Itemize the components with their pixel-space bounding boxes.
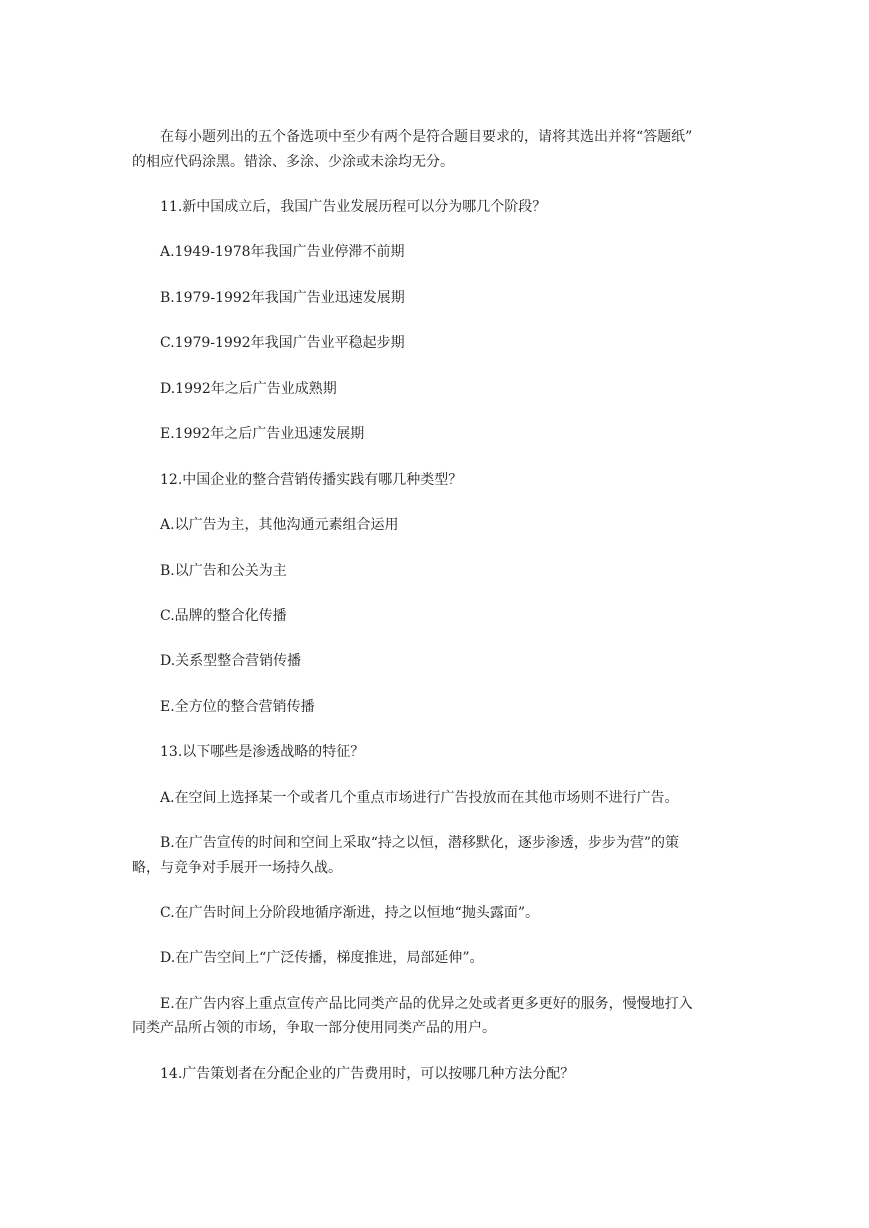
q12-option-d: D.关系型整合营销传播 xyxy=(160,653,302,669)
q11-option-c: C.1979-1992年我国广告业平稳起步期 xyxy=(160,335,405,351)
q12-option-a: A.以广告为主，其他沟通元素组合运用 xyxy=(160,517,399,533)
q13-option-e-line-2: 同类产品所占领的市场，争取一部分使用同类产品的用户。 xyxy=(132,1020,496,1036)
question-11: 11.新中国成立后，我国广告业发展历程可以分为哪几个阶段？ xyxy=(160,199,547,215)
q11-option-e: E.1992年之后广告业迅速发展期 xyxy=(160,426,365,442)
q13-option-b-line-1: B.在广告宣传的时间和空间上采取“持之以恒，潜移默化，逐步渗透，步步为营”的策 xyxy=(160,835,680,851)
q11-option-a: A.1949-1978年我国广告业停滞不前期 xyxy=(160,244,405,260)
q11-option-d: D.1992年之后广告业成熟期 xyxy=(160,381,337,397)
q11-option-b: B.1979-1992年我国广告业迅速发展期 xyxy=(160,290,405,306)
q13-option-e-line-1: E.在广告内容上重点宣传产品比同类产品的优异之处或者更多更好的服务，慢慢地打入 xyxy=(160,996,693,1012)
q13-option-a: A.在空间上选择某一个或者几个重点市场进行广告投放而在其他市场则不进行广告。 xyxy=(160,790,679,806)
question-14: 14.广告策划者在分配企业的广告费用时，可以按哪几种方法分配？ xyxy=(160,1066,575,1082)
q12-option-b: B.以广告和公关为主 xyxy=(160,563,287,579)
q13-option-c: C.在广告时间上分阶段地循序渐进，持之以恒地“抛头露面”。 xyxy=(160,905,539,921)
q13-option-b-line-2: 略，与竞争对手展开一场持久战。 xyxy=(132,860,342,876)
instruction-line-2: 的相应代码涂黑。错涂、多涂、少涂或未涂均无分。 xyxy=(132,154,454,170)
instruction-line-1: 在每小题列出的五个备选项中至少有两个是符合题目要求的，请将其选出并将“答题纸” xyxy=(160,129,693,145)
q12-option-c: C.品牌的整合化传播 xyxy=(160,608,287,624)
q12-option-e: E.全方位的整合营销传播 xyxy=(160,699,315,715)
q13-option-d: D.在广告空间上“广泛传播，梯度推进，局部延伸”。 xyxy=(160,950,484,966)
question-13: 13.以下哪些是渗透战略的特征？ xyxy=(160,744,365,760)
question-12: 12.中国企业的整合营销传播实践有哪几种类型？ xyxy=(160,472,463,488)
